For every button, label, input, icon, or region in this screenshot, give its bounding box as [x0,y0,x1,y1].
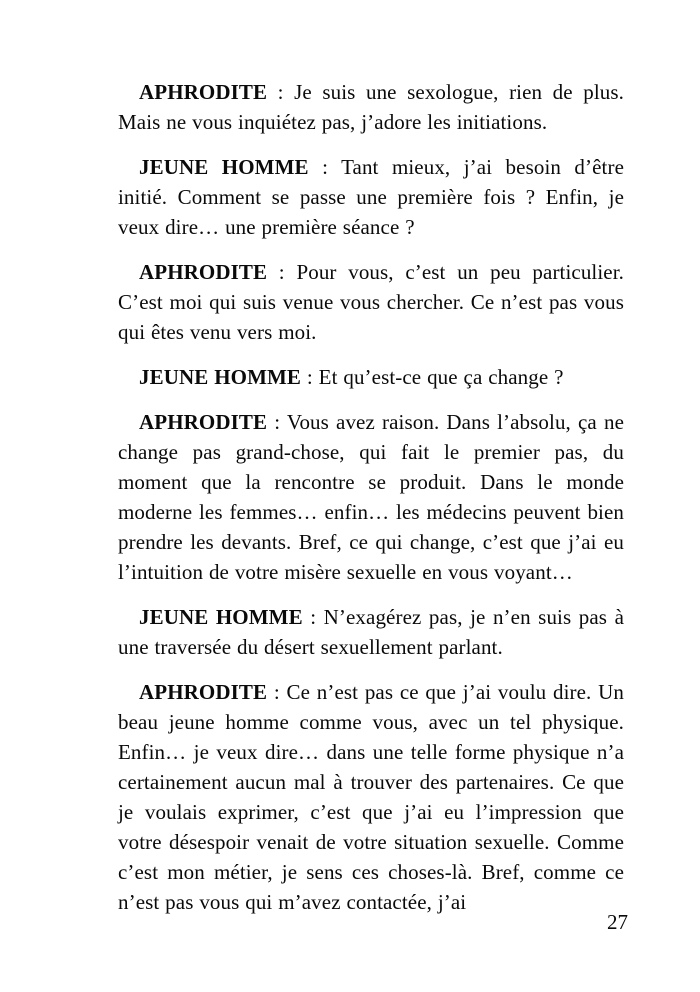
dialogue-text: : Pour vous, c’est un peu particulier. C’est moi qui suis venue vous chercher. Ce n’est pas vous qui êtes venu vers moi. [118,260,624,344]
page-number: 27 [607,910,628,934]
speaker-name: JEUNE HOMME [139,365,302,389]
dialogue-paragraph [118,407,624,587]
dialogue-text: : Et qu’est-ce que ça change ? [301,365,564,389]
dialogue-text: : N’exagérez pas, je n’en suis pas à une traversée du désert sexuellement parlant. [118,605,625,659]
speaker-name: JEUNE HOMME [139,155,309,179]
dialogue-paragraph [118,77,624,137]
speaker-name: APHRODITE [139,260,268,284]
dialogue-text: : Je suis une sexologue, rien de plus. Mais ne vous inquiétez pas, j’adore les initiations. [118,80,624,134]
dialogue-paragraph [118,152,624,242]
dialogue-text: : Vous avez raison. Dans l’absolu, ça ne change pas grand-chose, qui fait le premier pas, du moment que la rencontre se produit. Dans le monde moderne les femmes… enfin… les médecins peuvent bien prendre les devants. Bref, ce qui change, c’est que j’ai eu l’intuition de votre misère sexuelle en vous voyant… [118,410,624,584]
dialogue-text: : Ce n’est pas ce que j’ai voulu dire. Un beau jeune homme comme vous, avec un tel physique. Enfin… je veux dire… dans une telle forme physique n’a certainement aucun mal à trouver des partenaires. Ce que je voulais exprimer, c’est que j’ai eu l’impression que votre désespoir venait de votre situation sexuelle. Comme c’est mon métier, je sens ces choses-là. Bref, comme ce n’est pas vous qui m’avez contactée, j’ai [118,680,624,914]
speaker-name: APHRODITE [139,680,268,704]
dialogue-paragraph [118,257,624,347]
text-block [118,77,624,917]
speaker-name: JEUNE HOMME [139,605,303,629]
speaker-name: APHRODITE [139,410,268,434]
dialogue-text: : Tant mieux, j’ai besoin d’être initié. Comment se passe une première fois ? Enfin, je veux dire… une première séance ? [118,155,624,239]
dialogue-paragraph [118,677,624,917]
dialogue-paragraph [118,602,624,662]
speaker-name: APHRODITE [139,80,268,104]
dialogue-paragraph [118,362,624,392]
